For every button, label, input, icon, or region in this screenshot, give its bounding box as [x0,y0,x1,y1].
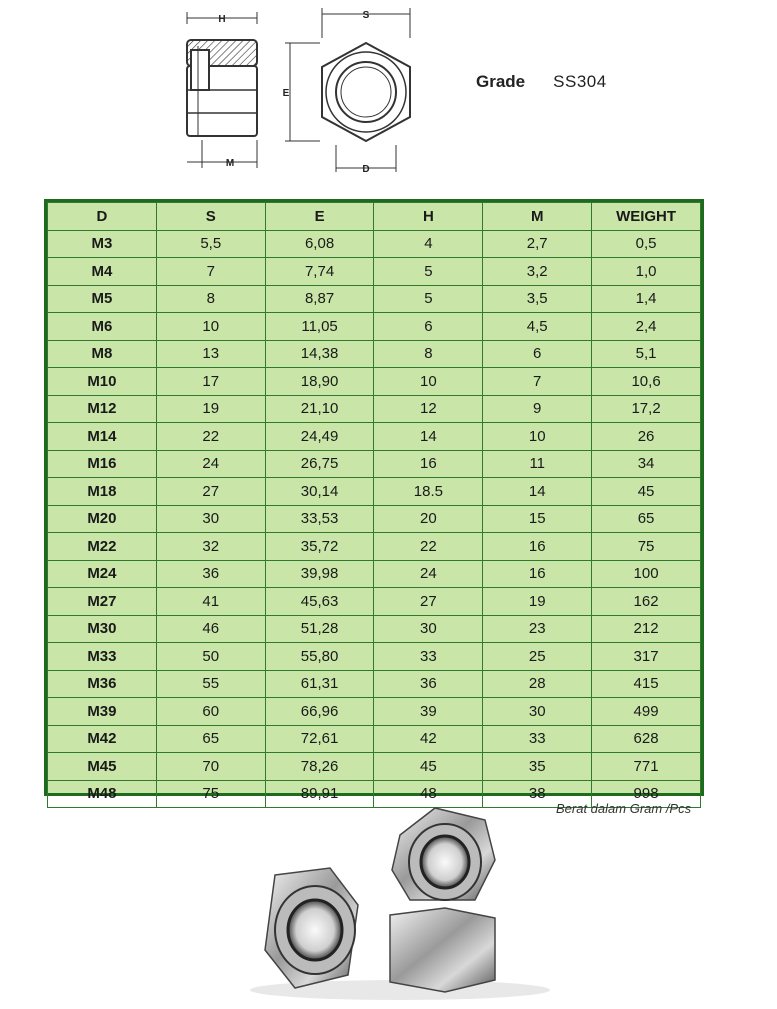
cell-e: 26,75 [265,450,374,478]
cell-s: 60 [156,698,265,726]
table-row [48,560,701,588]
cell-e: 89,91 [265,780,374,808]
cell-weight: 415 [592,670,701,698]
cell-e: 45,63 [265,588,374,616]
cell-e: 8,87 [265,285,374,313]
grade-info [476,72,607,92]
cell-m: 3,5 [483,285,592,313]
cell-m: 15 [483,505,592,533]
cell-m: 33 [483,725,592,753]
cell-d: M10 [48,368,157,396]
table-row [48,423,701,451]
col-header-e: E [265,203,374,231]
table-row [48,450,701,478]
cell-s: 8 [156,285,265,313]
cell-s: 17 [156,368,265,396]
spec-table-container [44,199,704,803]
cell-weight: 628 [592,725,701,753]
dim-label-s: S [362,10,370,21]
cell-weight: 771 [592,753,701,781]
cell-d: M39 [48,698,157,726]
cell-e: 21,10 [265,395,374,423]
cell-s: 55 [156,670,265,698]
cell-e: 66,96 [265,698,374,726]
cell-s: 32 [156,533,265,561]
cell-m: 35 [483,753,592,781]
cell-d: M48 [48,780,157,808]
cell-h: 24 [374,560,483,588]
cell-h: 48 [374,780,483,808]
cell-e: 7,74 [265,258,374,286]
cell-e: 35,72 [265,533,374,561]
cell-m: 19 [483,588,592,616]
product-photo [240,800,550,1004]
cell-s: 27 [156,478,265,506]
table-row [48,670,701,698]
cell-h: 6 [374,313,483,341]
cell-m: 10 [483,423,592,451]
nut-front-view [282,8,410,172]
cell-h: 16 [374,450,483,478]
cell-d: M3 [48,230,157,258]
cell-weight: 17,2 [592,395,701,423]
cell-s: 13 [156,340,265,368]
cell-d: M20 [48,505,157,533]
grade-value: SS304 [553,72,607,91]
cell-weight: 26 [592,423,701,451]
cell-h: 12 [374,395,483,423]
cell-weight: 998 [592,780,701,808]
cell-h: 45 [374,753,483,781]
cell-e: 51,28 [265,615,374,643]
dim-label-h: H [218,14,226,25]
cell-h: 20 [374,505,483,533]
cell-d: M8 [48,340,157,368]
cell-d: M24 [48,560,157,588]
cell-e: 72,61 [265,725,374,753]
cell-h: 22 [374,533,483,561]
cell-d: M27 [48,588,157,616]
weight-unit-note: Berat dalam Gram /Pcs [556,801,692,816]
cell-e: 24,49 [265,423,374,451]
cell-m: 11 [483,450,592,478]
dim-label-m: M [225,158,235,169]
table-header-row [48,203,701,231]
cell-h: 30 [374,615,483,643]
cell-e: 6,08 [265,230,374,258]
cell-s: 65 [156,725,265,753]
cell-h: 36 [374,670,483,698]
cell-m: 7 [483,368,592,396]
cell-weight: 5,1 [592,340,701,368]
cell-weight: 499 [592,698,701,726]
cell-e: 61,31 [265,670,374,698]
cell-h: 5 [374,285,483,313]
col-header-d: D [48,203,157,231]
cell-h: 39 [374,698,483,726]
cell-h: 4 [374,230,483,258]
cell-h: 14 [374,423,483,451]
cell-s: 50 [156,643,265,671]
table-row [48,753,701,781]
nut-photo-right-stack [390,808,495,992]
dim-label-d: D [362,164,370,175]
cell-d: M36 [48,670,157,698]
cell-s: 24 [156,450,265,478]
cell-d: M45 [48,753,157,781]
cell-e: 33,53 [265,505,374,533]
cell-weight: 162 [592,588,701,616]
cell-m: 6 [483,340,592,368]
cell-m: 9 [483,395,592,423]
cell-m: 38 [483,780,592,808]
cell-h: 42 [374,725,483,753]
cell-s: 70 [156,753,265,781]
cell-h: 8 [374,340,483,368]
nut-side-view [187,12,257,168]
cell-weight: 10,6 [592,368,701,396]
cell-h: 5 [374,258,483,286]
cell-e: 39,98 [265,560,374,588]
table-row [48,395,701,423]
cell-m: 4,5 [483,313,592,341]
col-header-s: S [156,203,265,231]
cell-weight: 2,4 [592,313,701,341]
cell-weight: 75 [592,533,701,561]
table-row [48,505,701,533]
cell-h: 10 [374,368,483,396]
col-header-h: H [374,203,483,231]
cell-e: 55,80 [265,643,374,671]
cell-d: M16 [48,450,157,478]
cell-d: M18 [48,478,157,506]
cell-m: 25 [483,643,592,671]
cell-h: 18.5 [374,478,483,506]
cell-weight: 1,0 [592,258,701,286]
cell-s: 36 [156,560,265,588]
cell-e: 30,14 [265,478,374,506]
table-row [48,478,701,506]
cell-weight: 65 [592,505,701,533]
cell-weight: 212 [592,615,701,643]
cell-weight: 0,5 [592,230,701,258]
cell-m: 16 [483,533,592,561]
table-row [48,698,701,726]
cell-d: M5 [48,285,157,313]
cell-weight: 100 [592,560,701,588]
table-row [48,725,701,753]
cell-m: 30 [483,698,592,726]
cell-s: 41 [156,588,265,616]
table-row [48,368,701,396]
cell-d: M4 [48,258,157,286]
cell-weight: 34 [592,450,701,478]
table-row [48,258,701,286]
cell-d: M42 [48,725,157,753]
cell-d: M30 [48,615,157,643]
spec-table [47,202,701,808]
cell-weight: 317 [592,643,701,671]
cell-d: M22 [48,533,157,561]
cell-s: 22 [156,423,265,451]
cell-weight: 1,4 [592,285,701,313]
cell-m: 23 [483,615,592,643]
col-header-weight: WEIGHT [592,203,701,231]
cell-s: 10 [156,313,265,341]
cell-e: 14,38 [265,340,374,368]
cell-weight: 45 [592,478,701,506]
cell-s: 75 [156,780,265,808]
cell-m: 2,7 [483,230,592,258]
table-row [48,285,701,313]
cell-m: 28 [483,670,592,698]
table-row [48,615,701,643]
table-row [48,340,701,368]
cell-s: 46 [156,615,265,643]
cell-d: M12 [48,395,157,423]
nut-photo-left [265,868,358,988]
grade-label: Grade [476,72,526,91]
cell-e: 78,26 [265,753,374,781]
cell-m: 16 [483,560,592,588]
cell-d: M6 [48,313,157,341]
cell-d: M33 [48,643,157,671]
cell-e: 11,05 [265,313,374,341]
dim-label-e: E [282,88,290,99]
cell-s: 30 [156,505,265,533]
cell-s: 5,5 [156,230,265,258]
table-row [48,230,701,258]
cell-m: 14 [483,478,592,506]
cell-h: 27 [374,588,483,616]
cell-h: 33 [374,643,483,671]
nut-technical-drawing [170,0,430,180]
table-row [48,643,701,671]
table-row [48,533,701,561]
cell-s: 19 [156,395,265,423]
table-row [48,588,701,616]
cell-d: M14 [48,423,157,451]
cell-m: 3,2 [483,258,592,286]
table-row [48,313,701,341]
cell-e: 18,90 [265,368,374,396]
col-header-m: M [483,203,592,231]
cell-s: 7 [156,258,265,286]
